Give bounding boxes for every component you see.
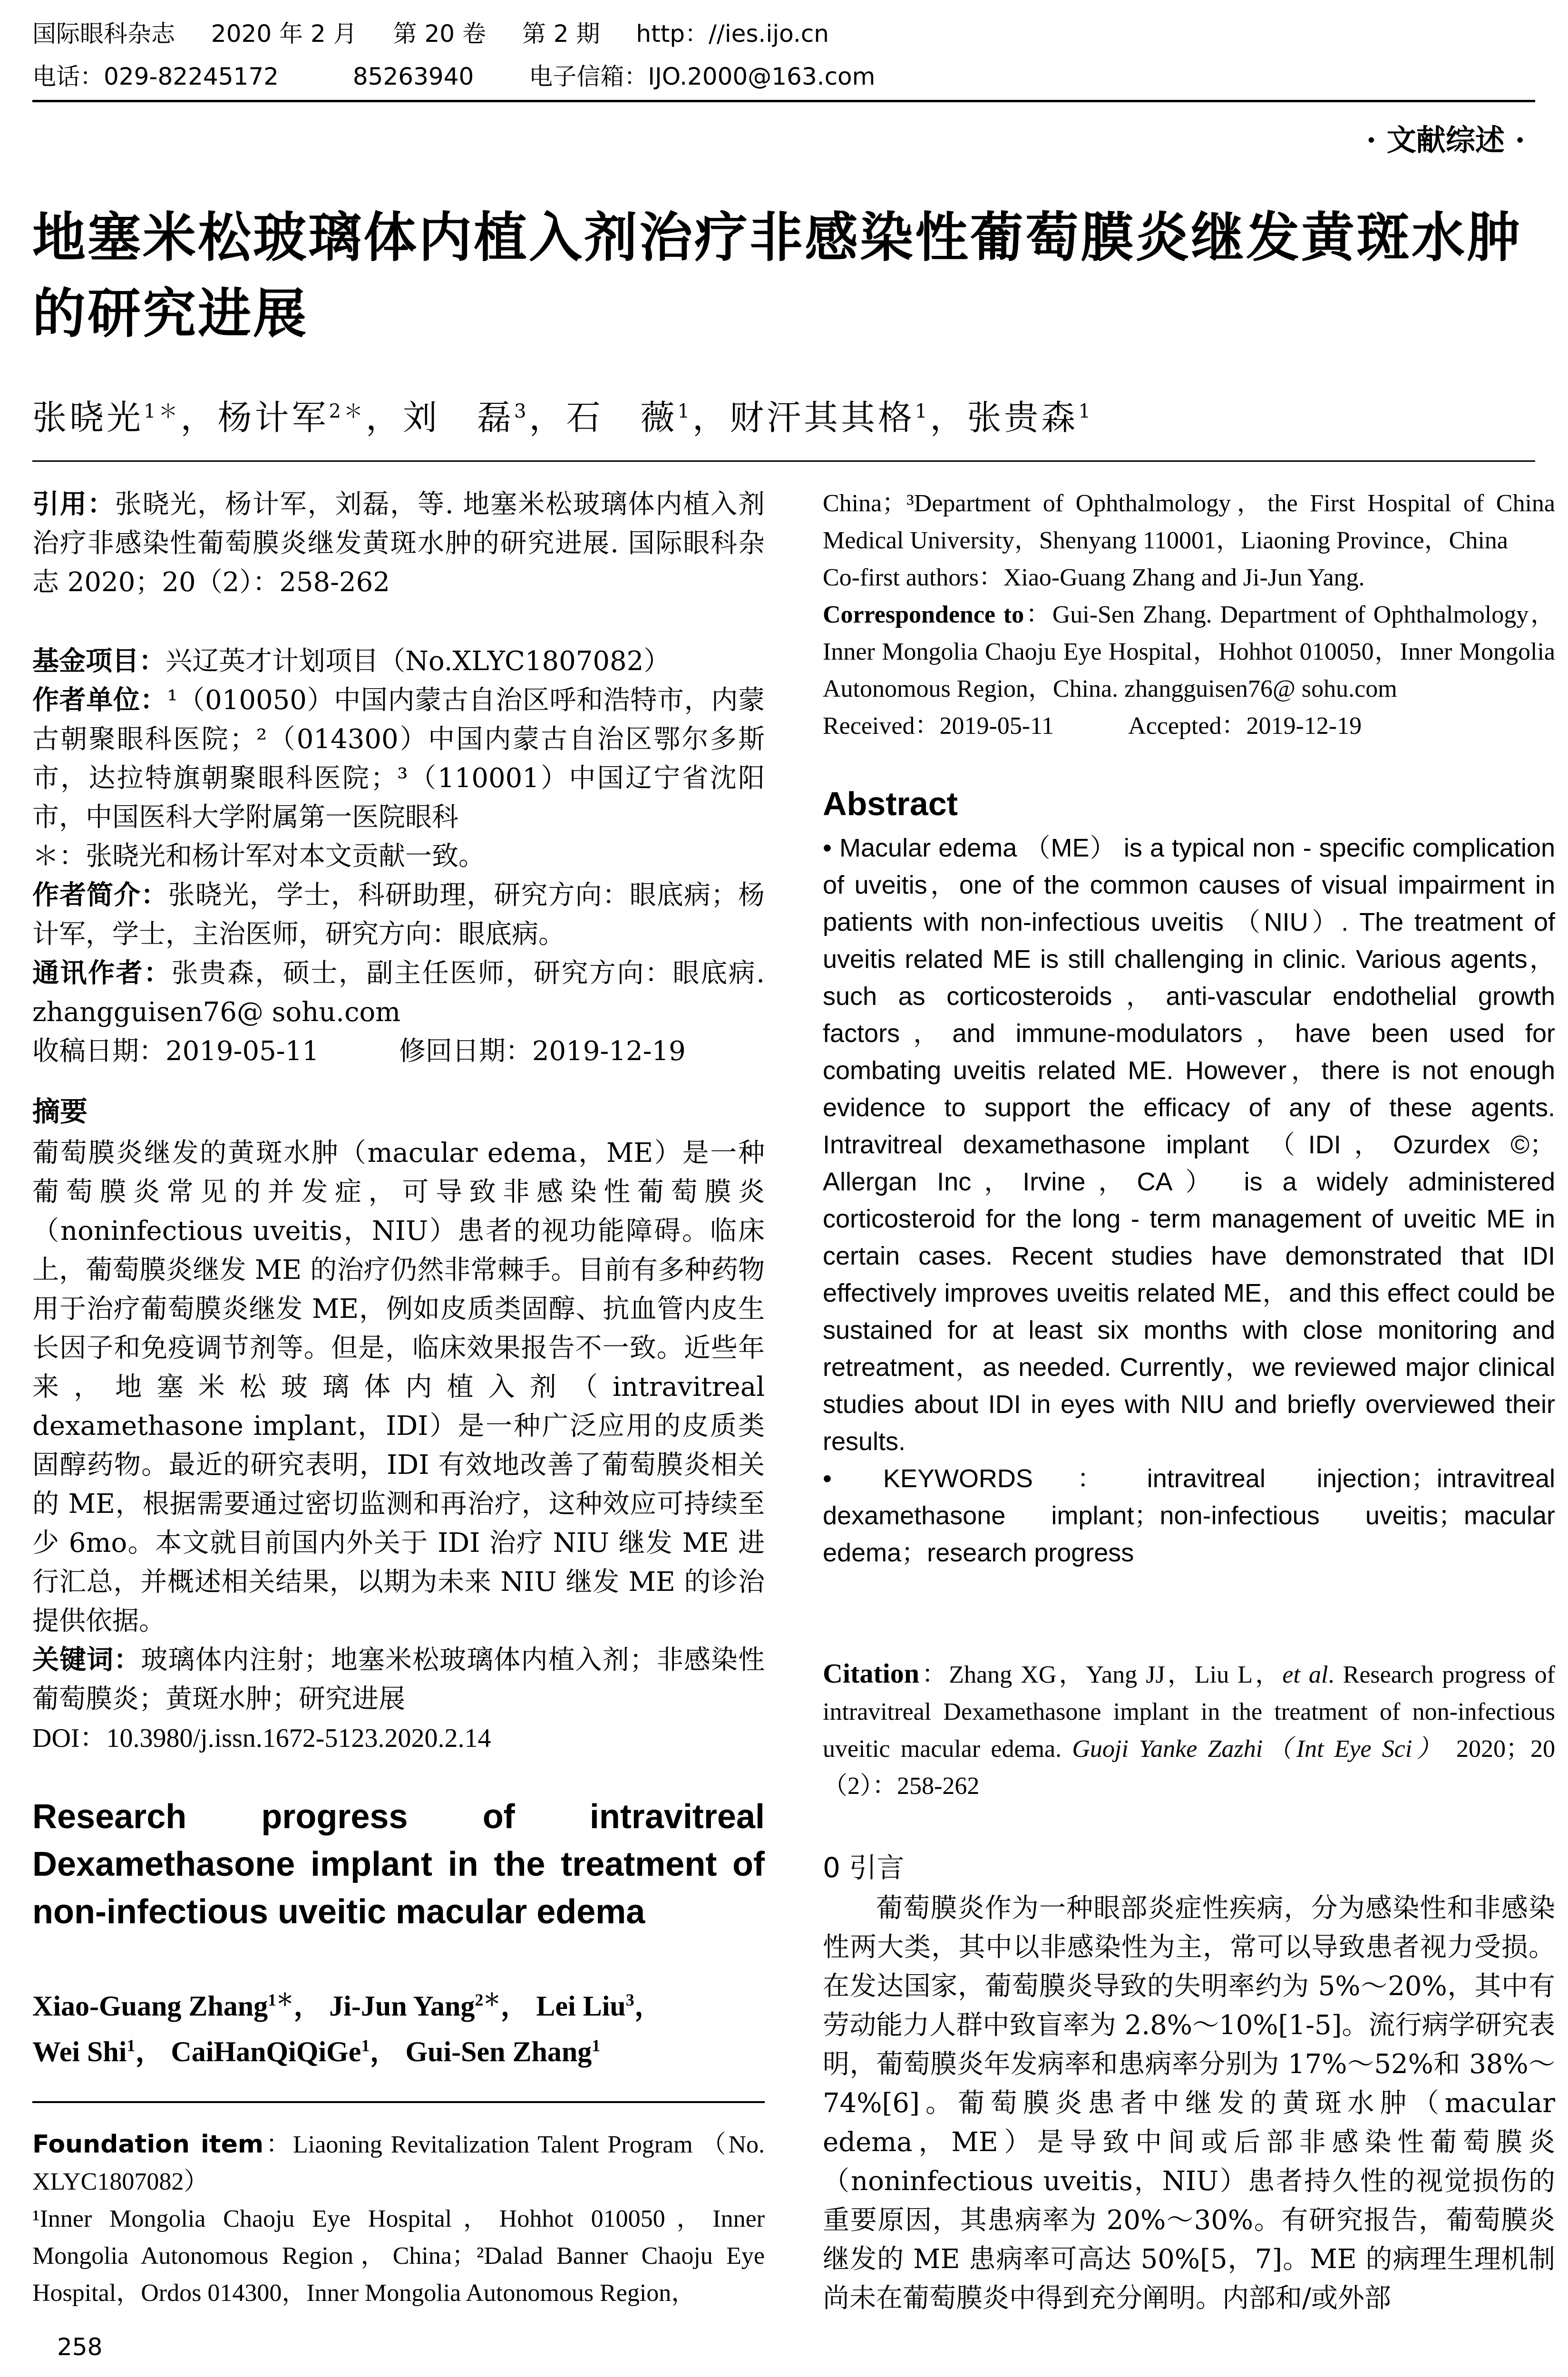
introduction-section bbox=[823, 1845, 1555, 2318]
intro-text: 葡萄膜炎作为一种眼部炎症性疾病，分为感染性和非感染性两大类，其中以非感染性为主，常可以导致患者视力受损。在发达国家，葡萄膜炎导致的失明率约为 5%～20%，其中有劳动能力人群中致盲率为 2.8%～10%[1-5]。流行病学研究表明，葡萄膜炎年发病率和患病率分别为 17%～52%和 38%～74%[6]。葡萄膜炎患者中继发的黄斑水肿（macular edema，ME）是导致中间或后部非感染性葡萄膜炎（noninfectious uveitis，NIU）患者持久性的视觉损伤的重要原因，其患病率为 20%～30%。有研究报告，葡萄膜炎继发的 ME 患病率可高达 50%[5，7]。ME 的病理生理机制尚未在葡萄膜炎中得到充分阐明。内部和/或外部 bbox=[823, 1893, 1555, 2314]
funding-cn: 基金项目：兴辽英才计划项目（No.XLYC1807082） bbox=[32, 646, 671, 677]
correspondence-cn: 通讯作者：张贵森，硕士，副主任医师，研究方向：眼底病. zhangguisen76@ sohu.com bbox=[32, 958, 765, 1028]
author-2: 杨计军 bbox=[217, 398, 329, 438]
english-title: Research progress of intravitreal Dexamethasone implant in the treatment of non-infectious uveitic macular edema bbox=[32, 1798, 765, 1931]
volume: 第 20 卷 bbox=[393, 20, 486, 48]
keywords-cn: 关键词：玻璃体内注射；地塞米松玻璃体内植入剂；非感染性葡萄膜炎；黄斑水肿；研究进展 bbox=[32, 1645, 765, 1715]
dates-en: Received：2019-05-11 Accepted：2019-12-19 bbox=[823, 712, 1362, 740]
correspondence-en: Correspondence to：Gui-Sen Zhang. Department of Ophthalmology，Inner Mongolia Chaoju Eye Hospital，Hohhot 010050，Inner Mongolia Autonomous Region，China. zhangguisen76@ sohu.com bbox=[823, 601, 1555, 702]
affiliations-en: ¹Inner Mongolia Chaoju Eye Hospital，Hohhot 010050，Inner Mongolia Autonomous Region，China；²Dalad Banner Chaoju Eye Hospital，Ordos 014300，Inner Mongolia Autonomous Region， bbox=[32, 2205, 765, 2307]
intro-heading: 0 引言 bbox=[823, 1851, 905, 1884]
citation-en: Citation：Zhang XG，Yang JJ，Liu L，et al. Research progress of intravitreal Dexamethasone implant in the treatment of non-infectious uveitic macular edema. Guoji Yanke Zazhi（Int Eye Sci） 2020；20（2）：258-262 bbox=[823, 1658, 1555, 1800]
header-rule bbox=[32, 100, 1535, 102]
email[interactable]: 电子信箱：IJO.2000@163.com bbox=[529, 63, 876, 90]
journal-header-line2 bbox=[32, 62, 904, 91]
issue-date: 2020 年 2 月 bbox=[211, 20, 357, 48]
abstract-en-text: • Macular edema （ME） is a typical non - specific complication of uveitis，one of the common causes of visual impairment in patients with non-infectious uveitis （NIU）. The treatment of uveitis related ME is still challenging in clinic. Various agents，such as corticosteroids，anti-vascular endothelial growth factors，and immune-modulators，have been used for combating uveitis related ME. However，there is not enough evidence to support the efficacy of any of these agents. Intravitreal dexamethasone implant （IDI，Ozurdex ©；Allergan Inc，Irvine，CA） is a widely administered corticosteroid for the long - term management of uveitic ME in certain cases. Recent studies have demonstrated that IDI effectively improves uveitis related ME，and this effect could be sustained for at least six months with close monitoring and retreatment，as needed. Currently，we reviewed major clinical studies about IDI in eyes with NIU and briefly overviewed their results. bbox=[823, 834, 1555, 1456]
phone-2: 85263940 bbox=[352, 63, 474, 90]
keywords-en: • KEYWORDS：intravitreal injection；intravitreal dexamethasone implant；non-infectious uveitis；macular edema；research progress bbox=[823, 1464, 1555, 1567]
doi[interactable]: DOI：10.3980/j.issn.1672-5123.2020.2.14 bbox=[32, 1724, 491, 1753]
phone: 电话：029-82245172 bbox=[32, 63, 279, 90]
abstract-en-section bbox=[823, 785, 1555, 1571]
abstract-en-heading: Abstract bbox=[823, 785, 958, 822]
author-5: 财汗其其格 bbox=[729, 398, 915, 438]
page-number: 258 bbox=[57, 2333, 103, 2361]
journal-url[interactable]: http：//ies.ijo.cn bbox=[636, 20, 829, 48]
authors-en: Xiao-Guang Zhang$^{1*}$， Ji-Jun Yang$^{2*}$， Lei Liu$^3$， Wei Shi$^1$， CaiHanQiQiGe$^1$， Gui-Sen Zhang$^1$ bbox=[32, 1990, 663, 2067]
affiliations-en-cont: China；³Department of Ophthalmology，the First Hospital of China Medical University，Shenyang 110001，Liaoning Province，China Co-first authors：Xiao-Guang Zhang and Ji-Jun Yang. Correspondence to：Gui-Sen Zhang. Department of Ophthalmology，Inner Mongolia Chaoju Eye Hospital，Hohhot 010050，Inner Mongolia Autonomous Region，China. zhangguisen76@ sohu.com Received：2019-05-11 Accepted：2019-12-19 bbox=[823, 485, 1555, 745]
authors-en-rule bbox=[32, 2101, 765, 2103]
journal-header-line1 bbox=[32, 19, 857, 49]
author-6: 张贵森 bbox=[967, 398, 1079, 438]
title-rule bbox=[32, 460, 1535, 462]
abstract-cn-heading: 摘要 bbox=[32, 1095, 88, 1128]
author-4: 石 薇 bbox=[566, 398, 678, 438]
authors-cn: 张晓光$^{1*}$，杨计军$^{2*}$，刘 磊$^3$，石 薇$^1$，财汗其其格$^1$，张贵森$^1$ bbox=[32, 398, 1093, 438]
abstract-cn-text: 葡萄膜炎继发的黄斑水肿（macular edema，ME）是一种葡萄膜炎常见的并发症，可导致非感染性葡萄膜炎（noninfectious uveitis，NIU）患者的视功能障碍。临床上，葡萄膜炎继发 ME 的治疗仍然非常棘手。目前有多种药物用于治疗葡萄膜炎继发 ME，例如皮质类固醇、抗血管内皮生长因子和免疫调节剂等。但是，临床效果报告不一致。近些年来，地塞米松玻璃体内植入剂（intravitreal dexamethasone implant，IDI）是一种广泛应用的皮质类固醇药物。最近的研究表明，IDI 有效地改善了葡萄膜炎相关的 ME，根据需要通过密切监测和再治疗，这种效应可持续至少 6mo。本文就目前国内外关于 IDI 治疗 NIU 继发 ME 进行汇总，并概述相关结果，以期为未来 NIU 继发 ME 的诊治提供依据。 bbox=[32, 1138, 765, 1637]
dates-cn: 收稿日期：2019-05-11 修回日期：2019-12-19 bbox=[32, 1036, 686, 1067]
issue: 第 2 期 bbox=[522, 20, 600, 48]
article-title: 地塞米松玻璃体内植入剂治疗非感染性葡萄膜炎继发黄斑水肿的研究进展 bbox=[32, 207, 1522, 345]
foundation-en: Foundation item：Liaoning Revitalization Talent Program （No. XLYC1807082） ¹Inner Mongolia Chaoju Eye Hospital，Hohhot 010050，Inner Mongolia Autonomous Region，China；²Dalad Banner Chaoju Eye Hospital，Ordos 014300，Inner Mongolia Autonomous Region， bbox=[32, 2126, 765, 2312]
author-3: 刘 磊 bbox=[402, 398, 514, 438]
front-matter-cn bbox=[32, 642, 765, 1071]
equal-contribution-note: ＊：张晓光和杨计军对本文贡献一致。 bbox=[32, 841, 485, 872]
author-bio-cn: 作者简介：张晓光，学士，科研助理，研究方向：眼底病；杨计军，学士，主治医师，研究方向：眼底病。 bbox=[32, 880, 765, 950]
journal-name: 国际眼科杂志 bbox=[32, 20, 175, 48]
author-1: 张晓光 bbox=[32, 398, 144, 438]
affiliations-cn: 作者单位：¹（010050）中国内蒙古自治区呼和浩特市，内蒙古朝聚眼科医院；²（014300）中国内蒙古自治区鄂尔多斯市，达拉特旗朝聚眼科医院；³（110001）中国辽宁省沈阳市，中国医科大学附属第一医院眼科 bbox=[32, 685, 765, 833]
section-tag: · 文献综述 · bbox=[1366, 123, 1525, 157]
co-first-authors: Co-first authors：Xiao-Guang Zhang and Ji-Jun Yang. bbox=[823, 564, 1365, 591]
citation-cn: 引用：张晓光，杨计军，刘磊，等. 地塞米松玻璃体内植入剂治疗非感染性葡萄膜炎继发黄斑水肿的研究进展. 国际眼科杂志 2020；20（2）：258-262 bbox=[32, 489, 765, 598]
abstract-cn-section bbox=[32, 1089, 765, 1758]
